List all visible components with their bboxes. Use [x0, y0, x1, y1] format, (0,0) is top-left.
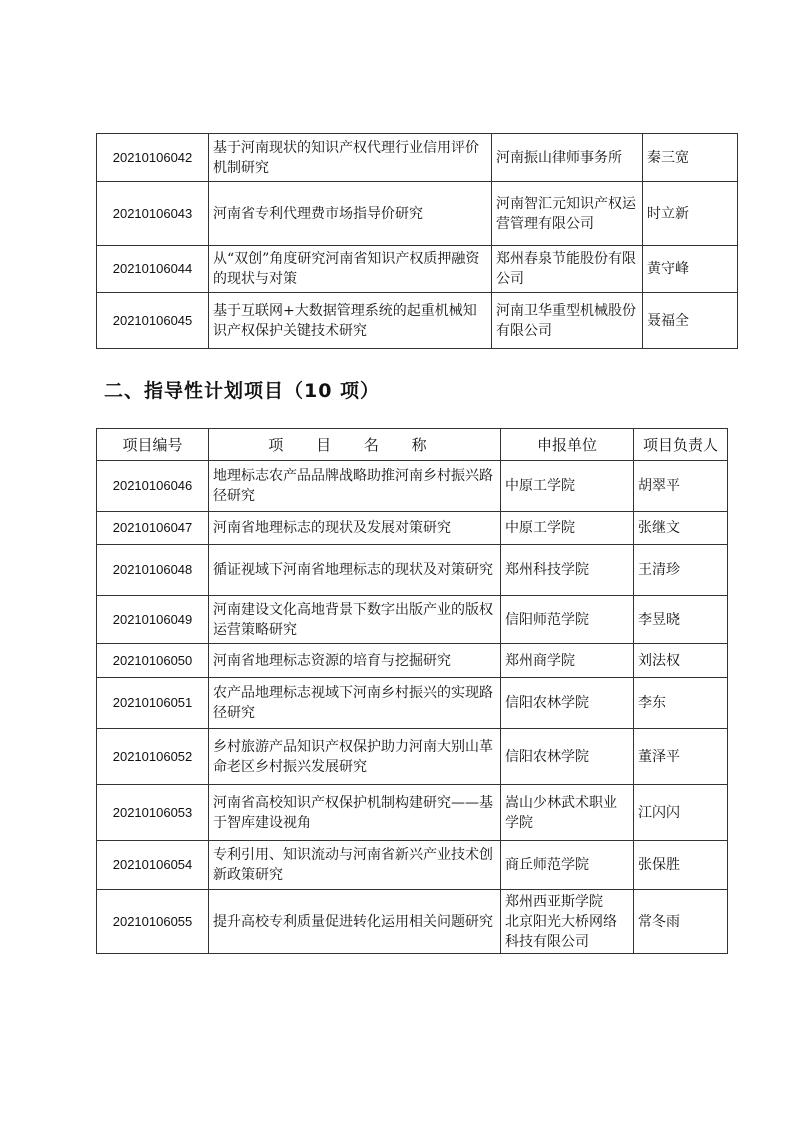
project-name: 从“双创”角度研究河南省知识产权质押融资的现状与对策: [209, 246, 492, 293]
project-table-1: [96, 133, 738, 349]
table-row: [97, 461, 728, 512]
project-leader: 王清珍: [634, 545, 728, 596]
project-name: 提升高校专利质量促进转化运用相关问题研究: [209, 890, 501, 954]
project-id: 20210106044: [97, 246, 209, 293]
project-name: 循证视域下河南省地理标志的现状及对策研究: [209, 545, 501, 596]
project-leader: 李东: [634, 678, 728, 729]
project-name: 河南省高校知识产权保护机制构建研究——基于智库建设视角: [209, 785, 501, 841]
table-row: [97, 890, 728, 954]
project-leader: 刘法权: [634, 644, 728, 678]
project-leader: 胡翠平: [634, 461, 728, 512]
project-leader: 黄守峰: [643, 246, 738, 293]
applicant-unit: 郑州春泉节能股份有限公司: [492, 246, 643, 293]
header-project-leader: 项目负责人: [634, 429, 728, 461]
project-id: 20210106045: [97, 293, 209, 349]
project-name: 基于互联网+大数据管理系统的起重机械知识产权保护关键技术研究: [209, 293, 492, 349]
project-table-2: [96, 428, 728, 954]
project-leader: 江闪闪: [634, 785, 728, 841]
project-name: 乡村旅游产品知识产权保护助力河南大别山革命老区乡村振兴发展研究: [209, 729, 501, 785]
table-row: [97, 785, 728, 841]
table-row: [97, 134, 738, 182]
project-id: 20210106046: [97, 461, 209, 512]
project-leader: 李昱晓: [634, 596, 728, 644]
applicant-unit: 中原工学院: [501, 512, 634, 545]
applicant-unit: 郑州商学院: [501, 644, 634, 678]
header-project-name: 项 目 名 称: [209, 429, 501, 461]
applicant-unit: 郑州西亚斯学院 北京阳光大桥网络科技有限公司: [501, 890, 634, 954]
applicant-unit: 信阳农林学院: [501, 678, 634, 729]
project-leader: 董泽平: [634, 729, 728, 785]
project-id: 20210106048: [97, 545, 209, 596]
table-row: [97, 246, 738, 293]
applicant-unit: 河南卫华重型机械股份有限公司: [492, 293, 643, 349]
table-header-row: [97, 429, 728, 461]
project-id: 20210106052: [97, 729, 209, 785]
project-name: 基于河南现状的知识产权代理行业信用评价机制研究: [209, 134, 492, 182]
project-name: 农产品地理标志视域下河南乡村振兴的实现路径研究: [209, 678, 501, 729]
table-row: [97, 678, 728, 729]
project-id: 20210106042: [97, 134, 209, 182]
project-name: 河南建设文化高地背景下数字出版产业的版权运营策略研究: [209, 596, 501, 644]
applicant-unit: 商丘师范学院: [501, 841, 634, 890]
table-row: [97, 729, 728, 785]
applicant-unit: 信阳农林学院: [501, 729, 634, 785]
applicant-unit: 嵩山少林武术职业学院: [501, 785, 634, 841]
table-row: [97, 512, 728, 545]
applicant-unit: 信阳师范学院: [501, 596, 634, 644]
project-id: 20210106054: [97, 841, 209, 890]
applicant-unit: 河南智汇元知识产权运营管理有限公司: [492, 182, 643, 246]
project-id: 20210106047: [97, 512, 209, 545]
project-leader: 张保胜: [634, 841, 728, 890]
table-row: [97, 644, 728, 678]
project-leader: 时立新: [643, 182, 738, 246]
project-leader: 聂福全: [643, 293, 738, 349]
project-name: 地理标志农产品品牌战略助推河南乡村振兴路径研究: [209, 461, 501, 512]
project-id: 20210106055: [97, 890, 209, 954]
project-id: 20210106051: [97, 678, 209, 729]
project-name: 河南省地理标志资源的培育与挖掘研究: [209, 644, 501, 678]
section-heading: 二、指导性计划项目（10 项）: [104, 380, 381, 402]
project-leader: 常冬雨: [634, 890, 728, 954]
applicant-unit: 河南振山律师事务所: [492, 134, 643, 182]
project-id: 20210106049: [97, 596, 209, 644]
project-name: 专利引用、知识流动与河南省新兴产业技术创新政策研究: [209, 841, 501, 890]
project-name: 河南省地理标志的现状及发展对策研究: [209, 512, 501, 545]
table-row: [97, 841, 728, 890]
project-id: 20210106050: [97, 644, 209, 678]
project-id: 20210106043: [97, 182, 209, 246]
applicant-unit: 中原工学院: [501, 461, 634, 512]
project-name: 河南省专利代理费市场指导价研究: [209, 182, 492, 246]
table-row: [97, 596, 728, 644]
project-leader: 张继文: [634, 512, 728, 545]
table-row: [97, 545, 728, 596]
header-applicant-unit: 申报单位: [501, 429, 634, 461]
table-row: [97, 293, 738, 349]
project-id: 20210106053: [97, 785, 209, 841]
applicant-unit: 郑州科技学院: [501, 545, 634, 596]
header-project-id: 项目编号: [97, 429, 209, 461]
table-row: [97, 182, 738, 246]
project-leader: 秦三宽: [643, 134, 738, 182]
